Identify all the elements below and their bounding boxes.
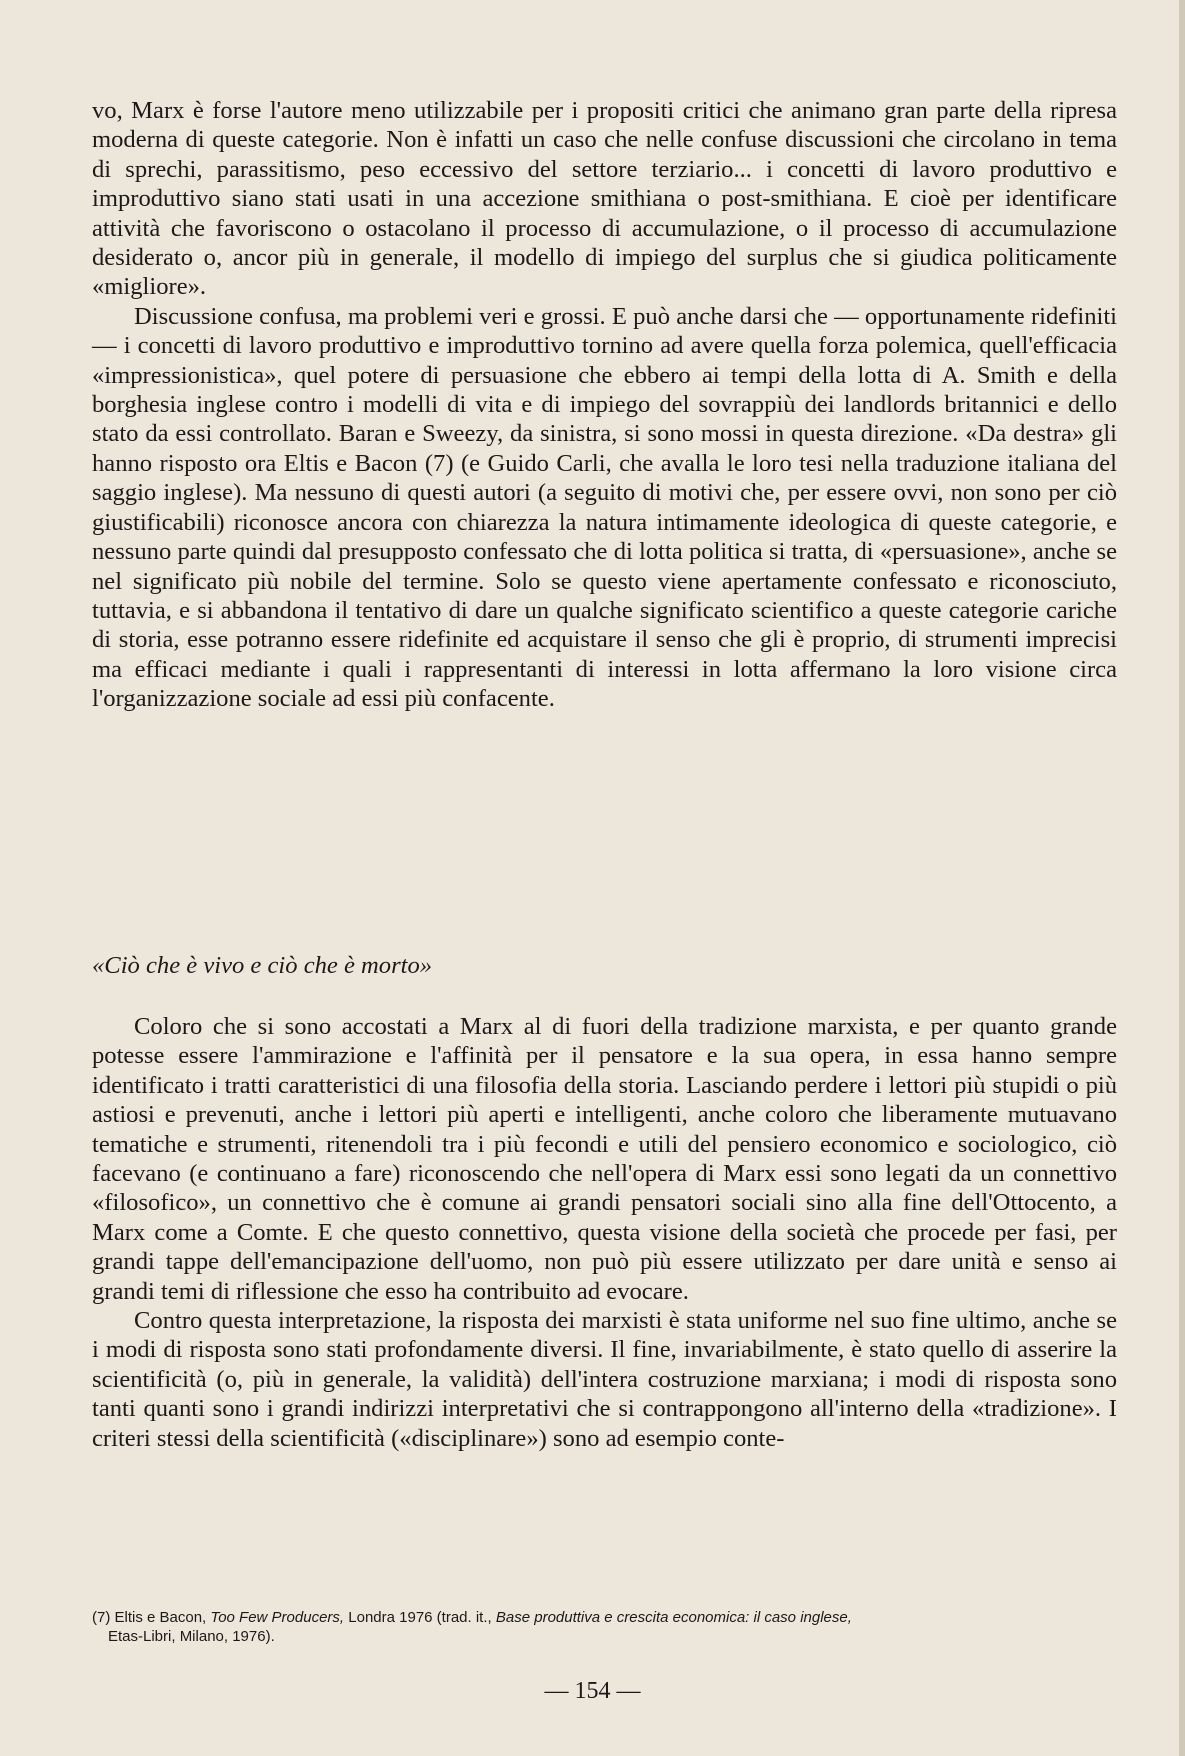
text-block-top <box>92 96 1117 714</box>
section-heading: «Ciò che è vivo e ciò che è morto» <box>92 952 433 979</box>
footnote-title: Too Few Producers, <box>210 1609 345 1626</box>
paragraph-continuation: vo, Marx è forse l'autore meno utilizzabile per i propositi critici che animano gran parte della ripresa moderna di queste categorie. Non è infatti un caso che nelle confuse discussioni che circolano in tema di sprechi, parassitismo, peso eccessivo del settore terziario... i concetti di lavoro produttivo e improduttivo siano stati usati in una accezione smithiana o post-smithiana. E cioè per identificare attività che favoriscono o ostacolano il processo di accumulazione, o il processo di accumulazione desiderato o, ancor più in generale, il modello di impiego del surplus che si giudica politicamente «migliore». <box>92 97 1117 301</box>
paragraph: Contro questa interpretazione, la risposta dei marxisti è stata uniforme nel suo fine ultimo, anche se i modi di risposta sono stati profondamente diversi. Il fine, invariabilmente, è stato quello di asserire la scientificità (o, più in generale, la validità) dell'intera costruzione marxiana; i modi di risposta sono tanti quanti sono i grandi indirizzi interpretativi che si contrappongono all'interno della «tradizione». I criteri stessi della scientificità («disciplinare») sono ad esempio conte- <box>92 1307 1117 1452</box>
footnote-middle: Londra 1976 (trad. it., <box>348 1609 492 1626</box>
footnote-authors: Eltis e Bacon, <box>114 1609 207 1626</box>
text-block-bottom <box>92 1012 1117 1453</box>
paragraph: Discussione confusa, ma problemi veri e grossi. E può anche darsi che — opportunamente ridefiniti — i concetti di lavoro produttivo e improduttivo tornino ad avere quella forza polemica, quell'efficacia «impressionistica», quel potere di persuasione che ebbero ai tempi della lotta di A. Smith e della borghesia inglese contro i modelli di vita e di impiego del sovrappiù dei landlords britannici e dello stato da essi controllato. Baran e Sweezy, da sinistra, si sono mossi in questa direzione. «Da destra» gli hanno risposto ora Eltis e Bacon (7) (e Guido Carli, che avalla le loro tesi nella traduzione italiana del saggio inglese). Ma nessuno di questi autori (a seguito di motivi che, per essere ovvi, non sono per ciò giustificabili) riconosce ancora con chiarezza la natura intimamente ideologica di queste categorie, e nessuno parte quindi dal presupposto confessato che di lotta politica si tratta, di «persuasione», anche se nel significato più nobile del termine. Solo se questo viene apertamente confessato e riconosciuto, tuttavia, e si abbandona il tentativo di dare un qualche significato scientifico a queste categorie cariche di storia, esse potranno essere ridefinite ed acquistare il senso che gli è proprio, di strumenti imprecisi ma efficaci mediante i quali i rappresentanti di interessi in lotta affermano la loro visione circa l'organizzazione sociale ad essi più confacente. <box>92 302 1117 713</box>
footnote-marker: (7) <box>92 1609 111 1626</box>
page-number: — 154 — <box>544 1678 641 1704</box>
footnote-publisher: Etas-Libri, Milano, 1976). <box>108 1628 275 1645</box>
footnote-italian-title: Base produttiva e crescita economica: il caso inglese, <box>495 1609 852 1626</box>
footnote <box>92 1608 1117 1646</box>
footnote-line <box>92 1608 1117 1627</box>
paragraph: Coloro che si sono accostati a Marx al di fuori della tradizione marxista, e per quanto grande potesse essere l'ammirazione e l'affinità per il pensatore e la sua opera, in essa hanno sempre identificato i tratti caratteristici di una filosofia della storia. Lasciando perdere i lettori più stupidi o più astiosi e prevenuti, anche i lettori più aperti e intelligenti, anche coloro che liberamente mutuavano tematiche e strumenti, ritenendoli tra i più fecondi e utili del pensiero economico e sociologico, ciò facevano (e continuano a fare) riconoscendo che nell'opera di Marx essi sono legati da un connettivo «filosofico», un connettivo che è comune ai grandi pensatori sociali sino alla fine dell'Ottocento, a Marx come a Comte. E che questo connettivo, questa visione della società che procede per fasi, per grandi tappe dell'emancipazione dell'uomo, non può più essere utilizzato per dare unità e senso ai grandi temi di riflessione che esso ha contribuito ad evocare. <box>92 1013 1117 1305</box>
